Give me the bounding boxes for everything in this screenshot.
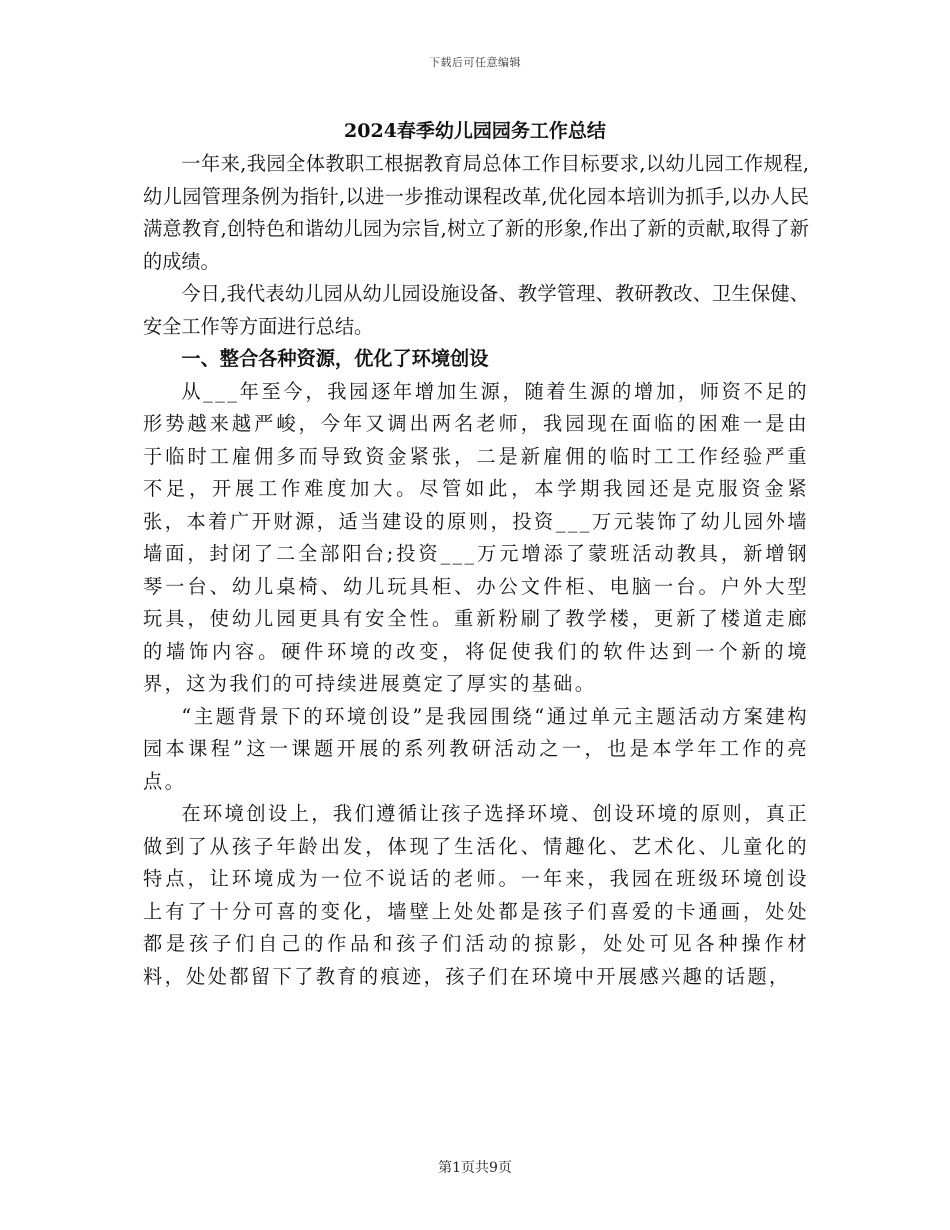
paragraph-environment-creation: 在环境创设上，我们遵循让孩子选择环境、创设环境的原则，真正做到了从孩子年龄出发，体现了生活化、情趣化、艺术化、儿童化的特点，让环境成为一位不说话的老师。一年来，我园在班级环境创设上有了十分可喜的变化，墙壁上处处都是孩子们喜爱的卡通画，处处都是孩子们自己的作品和孩子们活动的掠影，处处可见各种操作材料，处处都留下了教育的痕迹，孩子们在环境中开展感兴趣的话题， (143, 802, 809, 988)
document-body (143, 148, 809, 993)
header-note: 下载后可任意编辑 (429, 56, 521, 69)
paragraph-theme-environment: “主题背景下的环境创设”是我园围绕“通过单元主题活动方案建构园本课程”这一课题开展的系列教研活动之一，也是本学年工作的亮点。 (143, 704, 809, 793)
section-heading-1: 一、整合各种资源，优化了环境创设 (181, 347, 489, 370)
page-footer: 第1页共9页 (438, 1160, 512, 1176)
paragraph-summary-scope: 今日,我代表幼儿园从幼儿园设施设备、教学管理、教研教改、卫生保健、安全工作等方面进行总结。 (143, 282, 809, 338)
paragraph-resources: 从___年至今，我园逐年增加生源，随着生源的增加，师资不足的形势越来越严峻，今年又调出两名老师，我园现在面临的困难一是由于临时工雇佣多而导致资金紧张，二是新雇佣的临时工工作经验严重不足，开展工作难度加大。尽管如此，本学期我园还是克服资金紧张，本着广开财源，适当建设的原则，投资___万元装饰了幼儿园外墙墙面，封闭了二全部阳台;投资___万元增添了蒙班活动教具，新增钢琴一台、幼儿桌椅、幼儿玩具柜、办公文件柜、电脑一台。户外大型玩具，使幼儿园更具有安全性。重新粉刷了教学楼，更新了楼道走廊的墙饰内容。硬件环境的改变，将促使我们的软件达到一个新的境界，这为我们的可持续进展奠定了厚实的基础。 (143, 379, 809, 695)
paragraph-intro: 一年来,我园全体教职工根据教育局总体工作目标要求,以幼儿园工作规程,幼儿园管理条例为指针,以进一步推动课程改革,优化园本培训为抓手,以办人民满意教育,创特色和谐幼儿园为宗旨,树立了新的形象,作出了新的贡献,取得了新的成绩。 (143, 152, 809, 273)
document-title: 2024春季幼儿园园务工作总结 (344, 120, 606, 142)
